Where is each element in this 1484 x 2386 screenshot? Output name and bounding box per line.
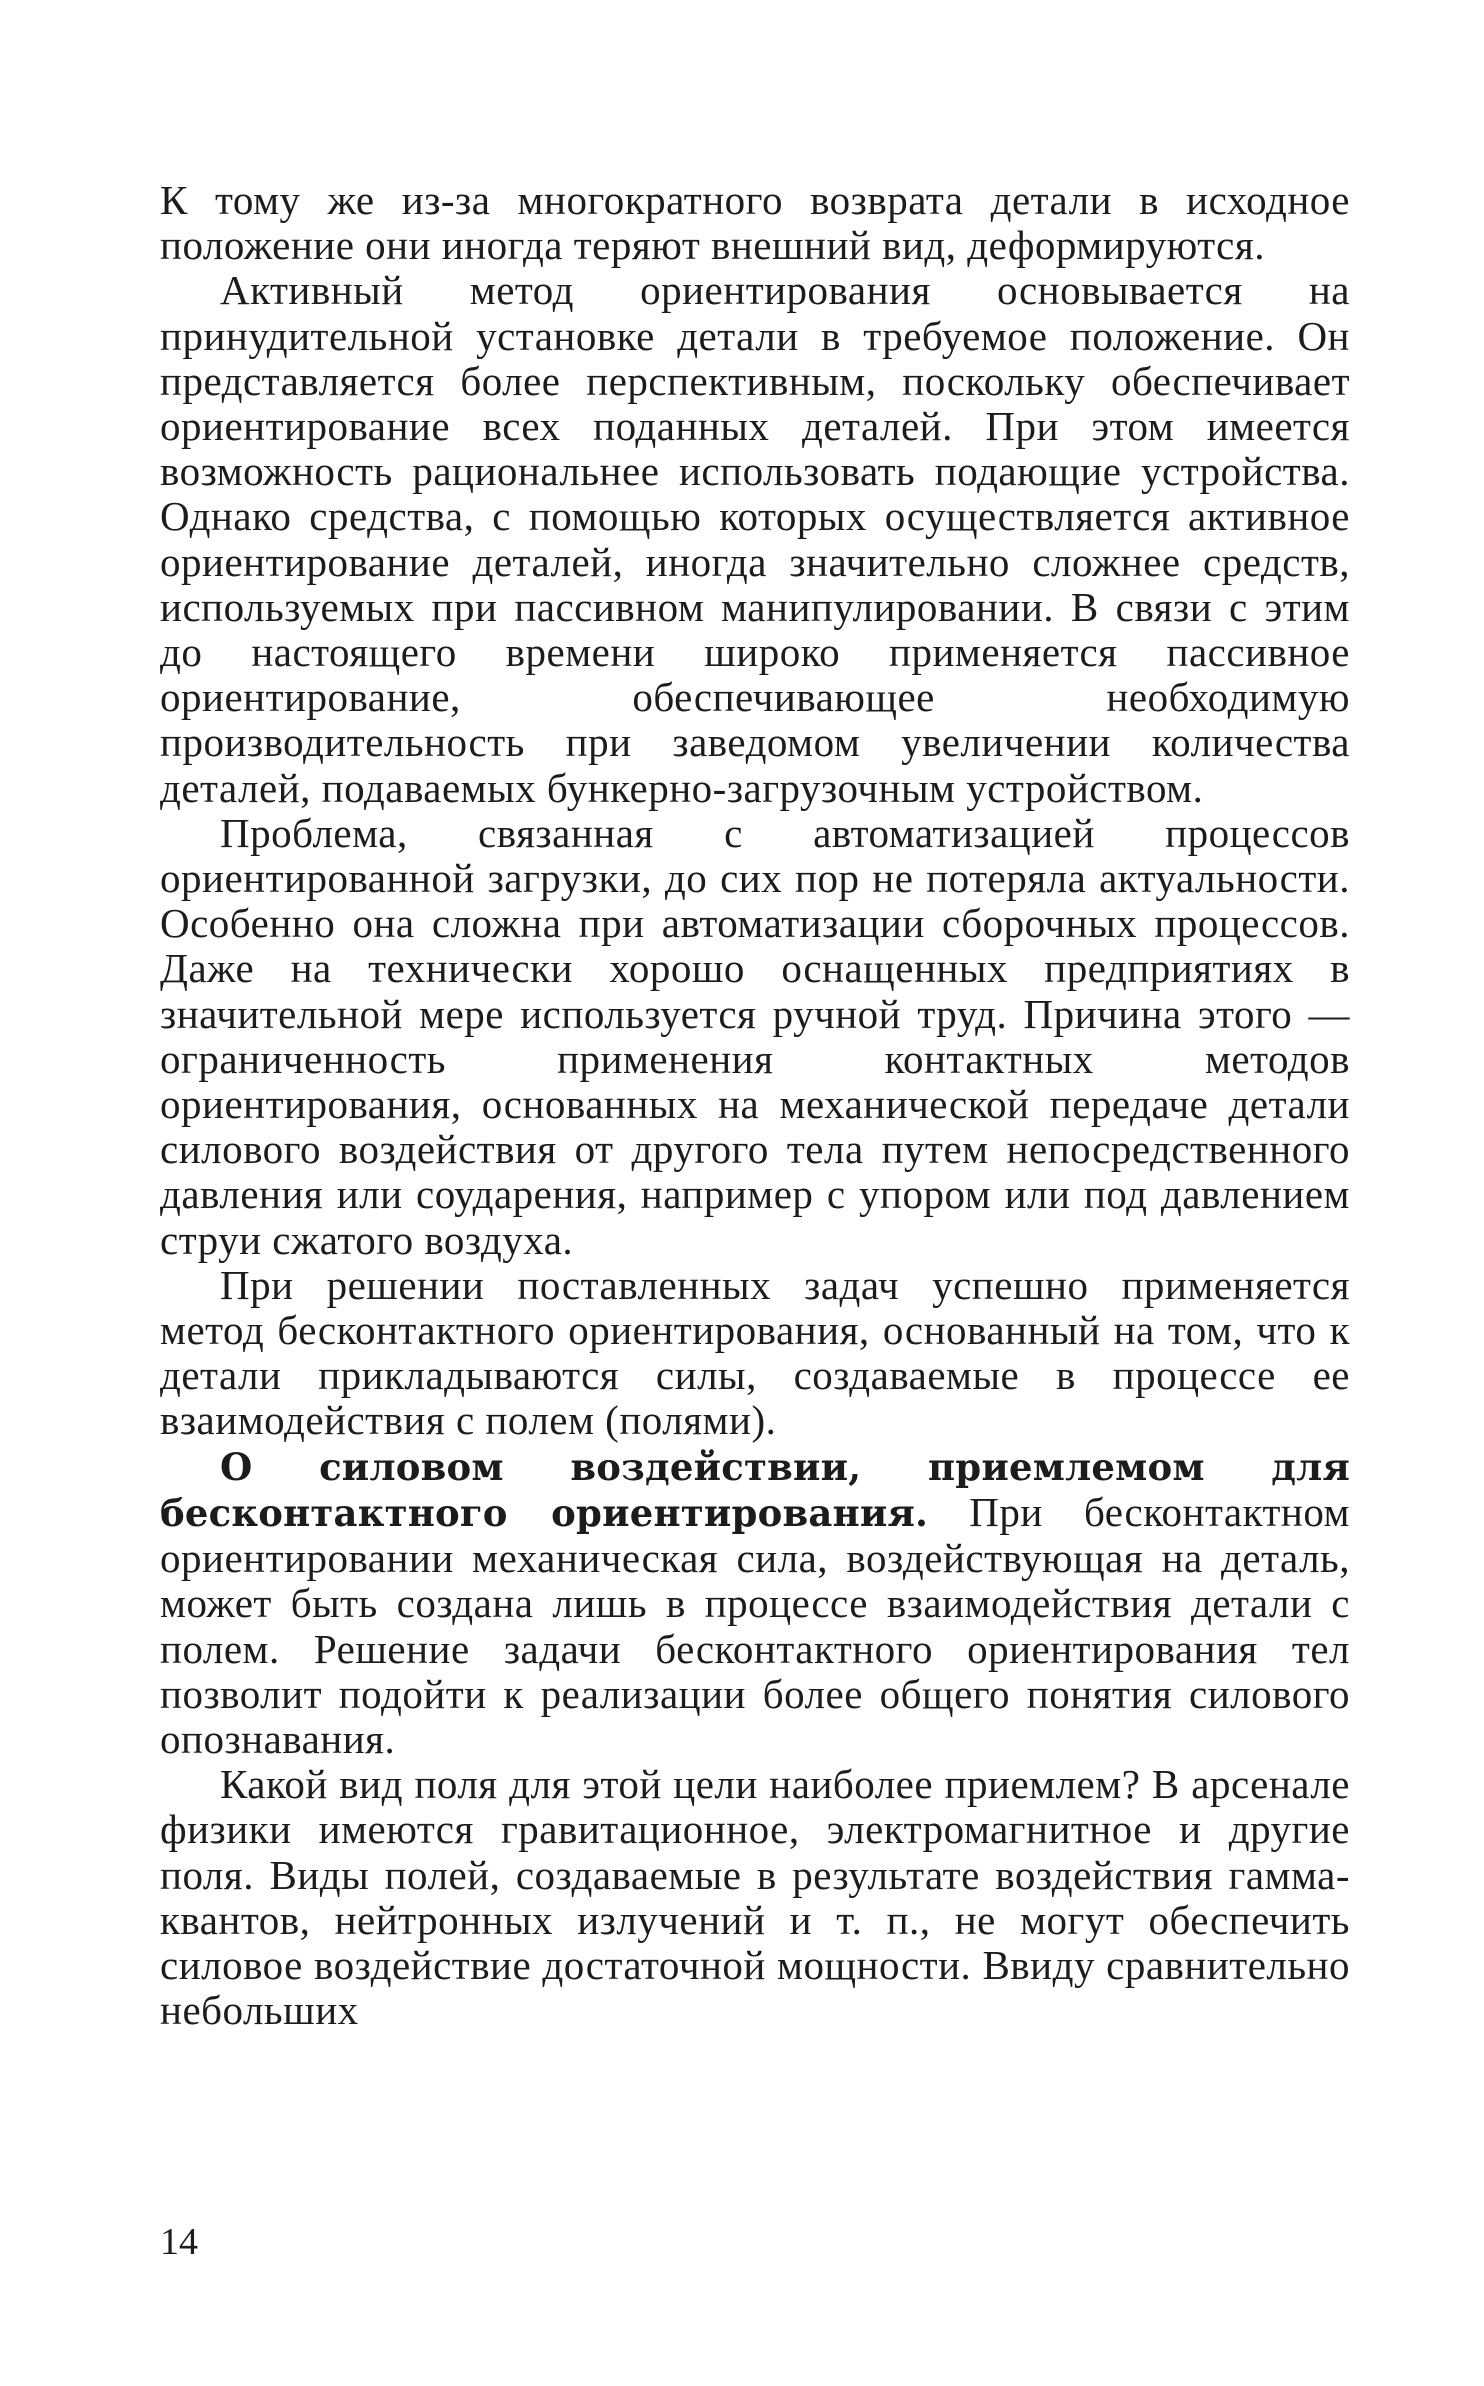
paragraph-text: К тому же из-за многократного возврата детали в исходное положение они иногда теряют внешний вид, деформируются. bbox=[160, 177, 1350, 269]
paragraph-contactless-method bbox=[160, 1263, 1350, 1444]
paragraph-problem bbox=[160, 811, 1350, 1263]
section-run-in-heading: О силовом воздействии, приемлемом для бесконтактного ориентирования. bbox=[160, 1444, 1350, 1535]
page-number: 14 bbox=[160, 2221, 198, 2263]
paragraph-active-method bbox=[160, 268, 1350, 810]
body-text bbox=[160, 178, 1350, 2033]
paragraph-force-section bbox=[160, 1444, 1350, 1762]
paragraph-field-type bbox=[160, 1762, 1350, 2033]
paragraph-text: Проблема, связанная с автоматизацией процессов ориентированной загрузки, до сих пор не потеряла актуальности. Особенно она сложна при автоматизации сборочных процессов. Даже на технически хорошо оснащенных предприятиях в значительной мере используется ручной труд. Причина этого — ограниченность применения контактных методов ориентирования, основанных на механической передаче детали силового воздействия от другого тела путем непосредственного давления или соударения, например с упором или под давлением струи сжатого воздуха. bbox=[160, 809, 1350, 1263]
paragraph-continuation bbox=[160, 178, 1350, 268]
paragraph-text: Активный метод ориентирования основывается на принудительной установке детали в требуемое положение. Он представляется более перспективным, поскольку обеспечивает ориентирование всех поданных деталей. При этом имеется возможность рациональнее использовать подающие устройства. Однако средства, с помощью которых осуществляется активное ориентирование деталей, иногда значительно сложнее средств, используемых при пассивном манипулировании. В связи с этим до настоящего времени широко применяется пассивное ориентирование, обеспечивающее необходимую производительность при заведомом увеличении количества деталей, подаваемых бункерно-загрузочным устройством. bbox=[160, 267, 1350, 811]
paragraph-text: Какой вид поля для этой цели наиболее приемлем? В арсенале физики имеются гравитационное, электромагнитное и другие поля. Виды полей, создаваемые в результате воздействия гамма-квантов, нейтронных излучений и т. п., не могут обеспечить силовое воздействие достаточной мощности. Ввиду сравнительно небольших bbox=[160, 1761, 1350, 2034]
paragraph-text: При бесконтактном ориентировании механическая сила, воздействующая на деталь, может быть создана лишь в процессе взаимодействия детали с полем. Решение задачи бесконтактного ориентирования тел позволит подойти к реализации более общего понятия силового опознавания. bbox=[160, 1488, 1350, 1762]
paragraph-text: При решении поставленных задач успешно применяется метод бесконтактного ориентирования, основанный на том, что к детали прикладываются силы, создаваемые в процессе ее взаимодействия с полем (полями). bbox=[160, 1261, 1350, 1444]
